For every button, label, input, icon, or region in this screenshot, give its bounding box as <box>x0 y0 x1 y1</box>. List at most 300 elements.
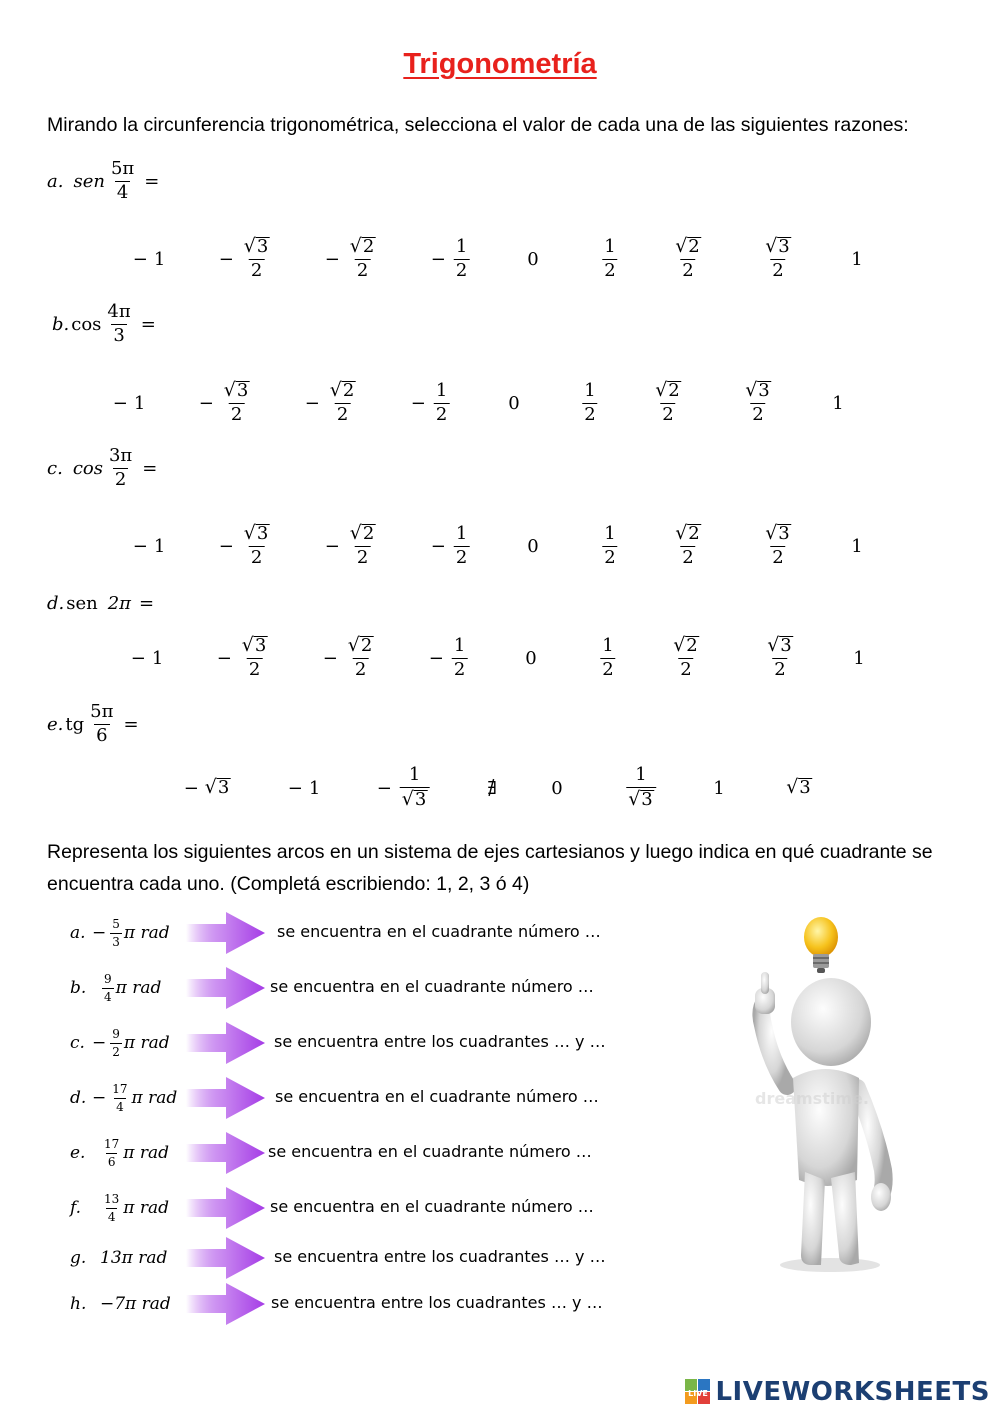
sqrt <box>224 381 250 401</box>
sqrt-sign: √ <box>204 776 217 799</box>
option-value[interactable] <box>741 377 775 429</box>
negative-value <box>219 237 274 281</box>
denominator: 4 <box>116 1099 124 1114</box>
question-arg: 2π <box>107 593 132 614</box>
arc-answer-text[interactable]: se encuentra entre los cuadrantes … y … <box>274 1032 606 1051</box>
negative-value <box>325 237 380 281</box>
option-value[interactable] <box>580 377 599 429</box>
option-value[interactable] <box>600 233 619 285</box>
fraction <box>673 237 703 281</box>
sqrt-radicand: 3 <box>778 236 790 258</box>
sqrt-sign: √ <box>675 235 688 258</box>
option-value[interactable] <box>598 632 617 684</box>
numerator <box>671 636 701 658</box>
sqrt-radicand: 2 <box>342 380 355 402</box>
arc-expression <box>70 971 161 1005</box>
numerator <box>763 237 793 259</box>
negative-value <box>325 524 380 568</box>
arc-unit: π rad <box>123 923 170 943</box>
sqrt-radicand: 3 <box>778 523 790 545</box>
option-value[interactable] <box>508 377 519 429</box>
question-letter: a. <box>47 170 64 192</box>
numerator <box>673 524 703 546</box>
sqrt-sign: √ <box>243 235 256 258</box>
option-value[interactable] <box>671 520 705 572</box>
numerator: 1 <box>453 634 466 656</box>
option-value[interactable] <box>219 520 274 572</box>
fraction <box>348 237 378 281</box>
numerator: 1 <box>604 235 616 257</box>
fraction <box>582 379 597 425</box>
option-value[interactable] <box>288 760 321 816</box>
options-a <box>0 233 1000 285</box>
value: 1 <box>851 248 863 270</box>
options-c <box>0 520 1000 572</box>
sqrt-sign: √ <box>655 379 668 402</box>
sqrt-sign: √ <box>673 634 686 657</box>
fraction <box>626 766 656 810</box>
minus-sign: − <box>183 777 199 799</box>
numerator <box>348 524 378 546</box>
sqrt <box>745 381 771 401</box>
sqrt-radicand: 3 <box>256 523 269 545</box>
liveworksheets-logo <box>685 1377 990 1407</box>
equals-sign: = <box>140 313 156 335</box>
option-value[interactable] <box>217 632 272 684</box>
minus-sign: − <box>324 535 340 557</box>
arrow-right-icon <box>186 1021 266 1065</box>
negative-value <box>217 636 272 680</box>
option-value[interactable] <box>133 520 166 572</box>
question-func: sen <box>66 593 98 614</box>
option-value[interactable] <box>113 377 146 429</box>
arrow-right-icon <box>186 966 266 1010</box>
minus-sign: − <box>218 535 234 557</box>
option-value[interactable] <box>669 632 703 684</box>
denominator: 2 <box>112 1044 120 1059</box>
negative-value <box>430 522 472 568</box>
question-func: cos <box>72 457 103 479</box>
denominator: 2 <box>774 659 786 680</box>
arc-letter: f. <box>70 1198 82 1218</box>
minus-sign: − <box>198 392 214 414</box>
arc-letter: e. <box>70 1143 86 1163</box>
arc-letter: h. <box>70 1294 87 1314</box>
fraction <box>743 381 773 425</box>
question-den: 6 <box>96 724 108 746</box>
negative-value <box>323 636 378 680</box>
sqrt-sign: √ <box>349 522 362 545</box>
sqrt-radicand: 3 <box>758 380 770 402</box>
option-value[interactable] <box>761 520 795 572</box>
sqrt-sign: √ <box>767 634 780 657</box>
question-func: cos <box>71 313 102 335</box>
denominator: 2 <box>455 259 468 281</box>
options-b <box>0 377 1000 429</box>
sqrt <box>786 778 812 798</box>
question-a <box>47 160 159 203</box>
sqrt-sign: √ <box>223 379 236 402</box>
equals-sign: = <box>144 170 160 192</box>
arc-expression <box>70 1081 177 1115</box>
negative-value <box>133 249 166 270</box>
arc-unit: π rad <box>123 1033 170 1053</box>
denominator: 4 <box>104 989 112 1004</box>
minus-sign: − <box>132 535 148 557</box>
fraction <box>653 381 683 425</box>
question-func: sen <box>73 170 105 192</box>
svg-text:LIVE: LIVE <box>688 1389 709 1398</box>
watermark: dreamstime. <box>755 1089 869 1108</box>
question-den: 4 <box>116 181 129 203</box>
fraction <box>110 918 122 948</box>
sqrt-sign: √ <box>243 522 256 545</box>
denominator: 2 <box>682 547 694 568</box>
option-value[interactable] <box>199 377 254 429</box>
arc-answer-text[interactable]: se encuentra en el cuadrante número … <box>268 1142 592 1161</box>
sqrt <box>673 636 699 656</box>
arc-expression <box>70 916 170 950</box>
fraction <box>348 524 378 568</box>
denominator: 2 <box>435 403 448 425</box>
question-b <box>52 303 156 346</box>
minus-sign: − <box>324 248 340 270</box>
option-value[interactable] <box>429 632 470 684</box>
negative-value <box>305 381 360 425</box>
fraction <box>765 636 795 680</box>
option-value[interactable] <box>219 233 274 285</box>
value: 1 <box>832 392 844 414</box>
fraction <box>242 237 272 281</box>
arc-value: 13π rad <box>100 1248 168 1268</box>
denominator: 2 <box>453 658 466 680</box>
fraction <box>434 379 449 425</box>
value: 0 <box>527 535 539 557</box>
arc-expression <box>70 1136 169 1170</box>
option-value[interactable] <box>671 233 705 285</box>
option-value[interactable] <box>325 233 380 285</box>
option-value[interactable] <box>525 632 536 684</box>
sqrt <box>628 790 654 810</box>
arc-letter: b. <box>70 978 87 998</box>
sqrt-radicand: 3 <box>236 380 249 402</box>
sqrt <box>350 237 376 257</box>
numerator <box>242 237 272 259</box>
numerator: 1 <box>455 235 468 257</box>
numerator <box>222 381 252 403</box>
option-value[interactable] <box>325 520 380 572</box>
option-value[interactable] <box>851 520 862 572</box>
sqrt-radicand: 3 <box>217 777 230 799</box>
negative-value <box>430 235 472 281</box>
numerator <box>673 237 703 259</box>
denominator: 2 <box>772 260 784 281</box>
fraction <box>454 235 469 281</box>
sqrt <box>675 524 701 544</box>
denominator: 2 <box>356 260 369 281</box>
numerator <box>240 636 270 658</box>
fraction <box>600 634 615 680</box>
fraction <box>102 1193 121 1223</box>
sqrt-radicand: 3 <box>256 236 269 258</box>
sqrt-sign: √ <box>349 235 362 258</box>
denominator: 2 <box>604 546 616 568</box>
fraction <box>602 235 617 281</box>
value: 1 <box>153 535 166 557</box>
option-value[interactable] <box>527 520 538 572</box>
option-value[interactable] <box>832 377 843 429</box>
option-value[interactable] <box>651 377 685 429</box>
sqrt-radicand: 3 <box>641 789 653 810</box>
equals-sign: = <box>142 457 158 479</box>
question-letter: c. <box>47 457 63 479</box>
sqrt-radicand: 3 <box>799 777 811 799</box>
sqrt <box>330 381 356 401</box>
numerator: 17 <box>112 1081 128 1096</box>
fraction <box>454 522 469 568</box>
arc-expression <box>70 1287 171 1321</box>
sqrt-sign: √ <box>765 522 778 545</box>
denominator: 2 <box>248 659 261 680</box>
arc-answer-text[interactable]: se encuentra en el cuadrante número … <box>275 1087 599 1106</box>
numerator: 1 <box>584 379 596 401</box>
option-value[interactable] <box>377 760 432 816</box>
sqrt-sign: √ <box>765 235 778 258</box>
sqrt <box>765 237 791 257</box>
negative-value <box>410 379 452 425</box>
denominator: 6 <box>107 1154 116 1169</box>
minus-sign: − <box>376 777 392 799</box>
sqrt <box>244 237 270 257</box>
question-num: 3π <box>108 445 133 466</box>
fraction <box>400 766 430 810</box>
negative-value <box>288 778 321 799</box>
denominator: 3 <box>112 934 120 949</box>
value: 1 <box>153 248 166 270</box>
numerator: 9 <box>104 971 112 986</box>
question-func: tg <box>65 713 85 735</box>
denominator: 2 <box>354 659 367 680</box>
minus-sign: − <box>92 1033 107 1053</box>
sqrt <box>675 237 701 257</box>
option-value[interactable] <box>624 760 658 816</box>
minus-sign: − <box>304 392 320 414</box>
question-c <box>47 447 157 490</box>
minus-sign: − <box>130 647 146 669</box>
arc-expression <box>70 1191 169 1225</box>
question-d <box>47 593 154 614</box>
negative-value <box>133 536 166 557</box>
fraction <box>671 636 701 680</box>
option-value[interactable] <box>431 233 472 285</box>
sqrt-sign: √ <box>628 788 641 810</box>
minus-sign: − <box>218 248 234 270</box>
options-e <box>0 760 1000 816</box>
numerator: 1 <box>455 522 468 544</box>
minus-sign: − <box>92 923 107 943</box>
minus-sign: − <box>216 647 232 669</box>
minus-sign: − <box>322 647 338 669</box>
fraction <box>673 524 703 568</box>
question-letter: e. <box>47 713 64 735</box>
denominator: 2 <box>602 658 614 680</box>
question-letter: d. <box>47 593 65 614</box>
fraction <box>763 524 793 568</box>
denominator: 2 <box>356 547 369 568</box>
option-value[interactable] <box>527 233 538 285</box>
negative-value <box>219 524 274 568</box>
option-value[interactable] <box>763 632 797 684</box>
option-value[interactable] <box>551 760 562 816</box>
option-value[interactable] <box>761 233 795 285</box>
arc-answer-text[interactable]: se encuentra en el cuadrante número … <box>270 977 594 996</box>
arc-unit: π rad <box>131 1088 178 1108</box>
option-value[interactable] <box>305 377 360 429</box>
fraction <box>222 381 252 425</box>
denominator: 2 <box>682 260 694 281</box>
numerator: 1 <box>635 764 647 786</box>
arc-expression <box>70 1241 167 1275</box>
denominator: 2 <box>336 404 349 425</box>
sqrt-sign: √ <box>347 634 360 657</box>
option-value[interactable] <box>323 632 378 684</box>
numerator: 1 <box>604 522 616 544</box>
sqrt-radicand: 2 <box>688 236 700 258</box>
sqrt-sign: √ <box>329 379 342 402</box>
sqrt-radicand: 2 <box>686 635 698 657</box>
fraction <box>110 1028 122 1058</box>
negative-value <box>113 393 146 414</box>
arc-value: −7π rad <box>100 1294 171 1314</box>
logo-badge-icon <box>685 1379 711 1405</box>
sqrt-radicand: 2 <box>688 523 700 545</box>
sqrt-sign: √ <box>401 788 414 810</box>
option-value[interactable] <box>133 233 166 285</box>
arc-unit: π rad <box>123 1198 170 1218</box>
thinking-figure-illustration <box>735 910 905 1285</box>
numerator: 1 <box>602 634 614 656</box>
sqrt-radicand: 3 <box>414 789 427 810</box>
not-exists: ∄ <box>487 777 497 799</box>
question-den: 3 <box>113 324 125 346</box>
sqrt <box>205 778 231 798</box>
arc-unit: π rad <box>123 1143 170 1163</box>
negative-value <box>184 778 231 799</box>
lightbulb-icon <box>804 917 838 973</box>
sqrt <box>242 636 268 656</box>
arc-answer-text[interactable]: se encuentra en el cuadrante número … <box>277 922 601 941</box>
question-letter: b. <box>52 313 70 335</box>
instruction-1: Mirando la circunferencia trigonométrica, selecciona el valor de cada una de las siguientes razones: <box>47 114 909 136</box>
negative-value <box>199 381 254 425</box>
denominator: 2 <box>584 403 596 425</box>
option-value[interactable] <box>431 520 472 572</box>
value: 1 <box>851 535 863 557</box>
option-value[interactable] <box>851 233 862 285</box>
arc-answer-text[interactable]: se encuentra entre los cuadrantes … y … <box>271 1293 603 1312</box>
sqrt-sign: √ <box>745 379 758 402</box>
minus-sign: − <box>112 392 128 414</box>
numerator: 17 <box>104 1136 120 1151</box>
value: 1 <box>308 777 321 799</box>
denominator <box>626 787 656 810</box>
sqrt-sign: √ <box>786 776 799 799</box>
sqrt <box>655 381 681 401</box>
fraction <box>602 522 617 568</box>
sqrt-radicand: 3 <box>254 635 267 657</box>
arc-answer-text[interactable]: se encuentra entre los cuadrantes … y … <box>274 1247 606 1266</box>
denominator: 2 <box>604 259 616 281</box>
denominator: 2 <box>455 546 468 568</box>
numerator <box>653 381 683 403</box>
value: 0 <box>508 392 520 414</box>
arrow-right-icon <box>186 1282 266 1326</box>
arrow-right-icon <box>186 1076 266 1120</box>
numerator <box>328 381 358 403</box>
sqrt-sign: √ <box>675 522 688 545</box>
numerator <box>242 524 272 546</box>
fraction <box>240 636 270 680</box>
equals-sign: = <box>123 713 139 735</box>
option-value[interactable] <box>713 760 724 816</box>
numerator <box>763 524 793 546</box>
fraction <box>346 636 376 680</box>
denominator: 2 <box>680 659 692 680</box>
equals-sign: = <box>139 593 155 614</box>
sqrt <box>765 524 791 544</box>
value: 1 <box>133 392 146 414</box>
numerator: 9 <box>112 1026 120 1041</box>
denominator: 2 <box>772 547 784 568</box>
sqrt <box>350 524 376 544</box>
fraction <box>110 1083 129 1113</box>
value: 1 <box>151 647 164 669</box>
instruction-2: Representa los siguientes arcos en un sistema de ejes cartesianos y luego indica en qué cuadrante se encuentra cada uno. (Completá escribiendo: 1, 2, 3 ó 4) <box>47 841 933 895</box>
arc-letter: a. <box>70 923 86 943</box>
arc-expression <box>70 1026 170 1060</box>
option-value[interactable] <box>411 377 452 429</box>
question-den: 2 <box>114 468 127 490</box>
arrow-right-icon <box>186 1236 266 1280</box>
arrow-right-icon <box>186 1131 266 1175</box>
options-d <box>0 632 1000 684</box>
arrow-right-icon <box>186 1186 266 1230</box>
page-title: Trigonometría <box>403 48 597 80</box>
sqrt-radicand: 2 <box>360 635 373 657</box>
numerator <box>348 237 378 259</box>
minus-sign: − <box>430 248 446 270</box>
option-value[interactable] <box>131 632 164 684</box>
numerator <box>765 636 795 658</box>
arc-answer-text[interactable]: se encuentra en el cuadrante número … <box>270 1197 594 1216</box>
denominator: 4 <box>107 1209 116 1224</box>
option-value[interactable] <box>184 760 231 816</box>
sqrt-radicand: 3 <box>780 635 792 657</box>
option-value[interactable] <box>487 760 497 816</box>
denominator: 2 <box>752 404 764 425</box>
denominator <box>400 787 430 810</box>
value: 1 <box>713 777 725 799</box>
question-num: 5π <box>90 701 114 722</box>
option-value[interactable] <box>853 632 864 684</box>
option-value[interactable] <box>600 520 619 572</box>
value: 0 <box>527 248 539 270</box>
option-value[interactable] <box>786 760 812 816</box>
negative-value <box>131 648 164 669</box>
sqrt-radicand: 2 <box>362 523 375 545</box>
question-num: 4π <box>107 301 131 322</box>
numerator: 5 <box>112 916 120 931</box>
